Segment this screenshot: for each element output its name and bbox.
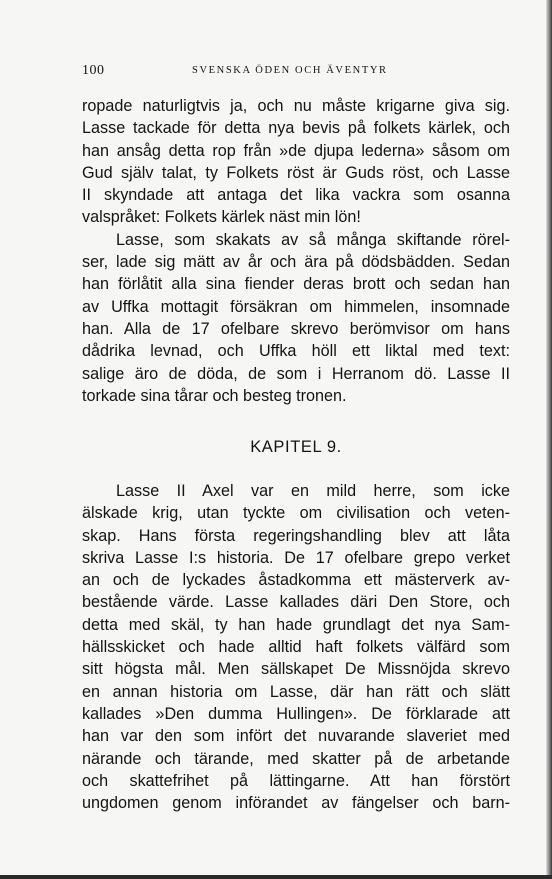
text-line: an och de lyckades åstadkomma ett mästerverk av- [82,571,510,590]
text-line: älskade krig, utan tyckte om civilisation och veten- [82,504,510,523]
text-line: han förlåtit alla sina fiender deras brott och sedan han [82,275,510,294]
text-line: dådrika levnad, och Uffka höll ett liktal med text: [82,342,510,361]
text-line: bestående värde. Lasse kallades däri Den Store, och [82,593,510,612]
text-line: ser, lade sig mätt av år och ära på dödsbädden. Sedan [82,253,510,272]
text-line: Lasse tackade för detta nya bevis på folkets kärlek, och [82,119,510,138]
book-title: SVENSKA ÖDEN OCH ÄVENTYR [192,65,388,76]
text-line: Lasse, som skakats av så många skiftande rörel- [116,230,510,249]
text-line: Gud själv talat, ty Folkets röst är Guds röst, och Lasse [82,163,510,182]
text-line: II skyndade att antaga det lika vackra som osanna [82,186,510,205]
page-bottom-edge [0,875,552,879]
text-line: skriva Lasse I:s historia. De 17 ofelbare grepo verket [82,548,510,567]
text-line: ropade naturligtvis ja, och nu måste krigarne giva sig. [82,97,510,115]
text-line: valspråket: Folkets kärlek näst min lön! [82,208,361,227]
running-head [82,63,512,81]
text-line: kallades »Den dumma Hullingen». De förklarade att [82,704,510,723]
chapter-heading: KAPITEL 9. [250,438,342,456]
text-line: av Uffka mottagit försäkran om himmelen, insomnade [82,297,510,316]
text-line: skap. Hans första regeringshandling blev att låta [82,526,510,545]
text-line: han ansåg detta rop från »de djupa lederna» såsom om [82,141,510,160]
text-line: torkade sina tårar och besteg tronen. [82,386,347,405]
text-line: en annan historia om Lasse, där han rätt och slätt [82,682,510,701]
body-text-section-1 [82,95,510,407]
text-line: Lasse II Axel var en mild herre, som icke [116,482,510,500]
text-line: hällsskicket och hade alltid haft folkets välfärd som [82,638,510,657]
text-line: detta med skäl, ty han hade grundlagt det nya Sam- [82,615,510,634]
text-line: närande och tärande, med skatter på de arbetande [82,749,510,768]
text-line: ungdomen genom införandet av fängelser och barn- [82,794,510,813]
body-text-section-2 [82,480,510,814]
text-line: sitt högsta mål. Men sällskapet De Missnöjda skrevo [82,660,510,679]
text-line: salige äro de döda, de som i Herranom dö. Lasse II [82,364,510,383]
page-edge-shadow [546,0,552,879]
text-line: han. Alla de 17 ofelbare skrevo berömvisor om hans [82,319,510,338]
text-line: och skattefrihet på lättingarne. Att han förstört [82,771,510,790]
page-number: 100 [82,63,105,78]
text-line: han var den som infört det nuvarande slaveriet med [82,727,510,746]
